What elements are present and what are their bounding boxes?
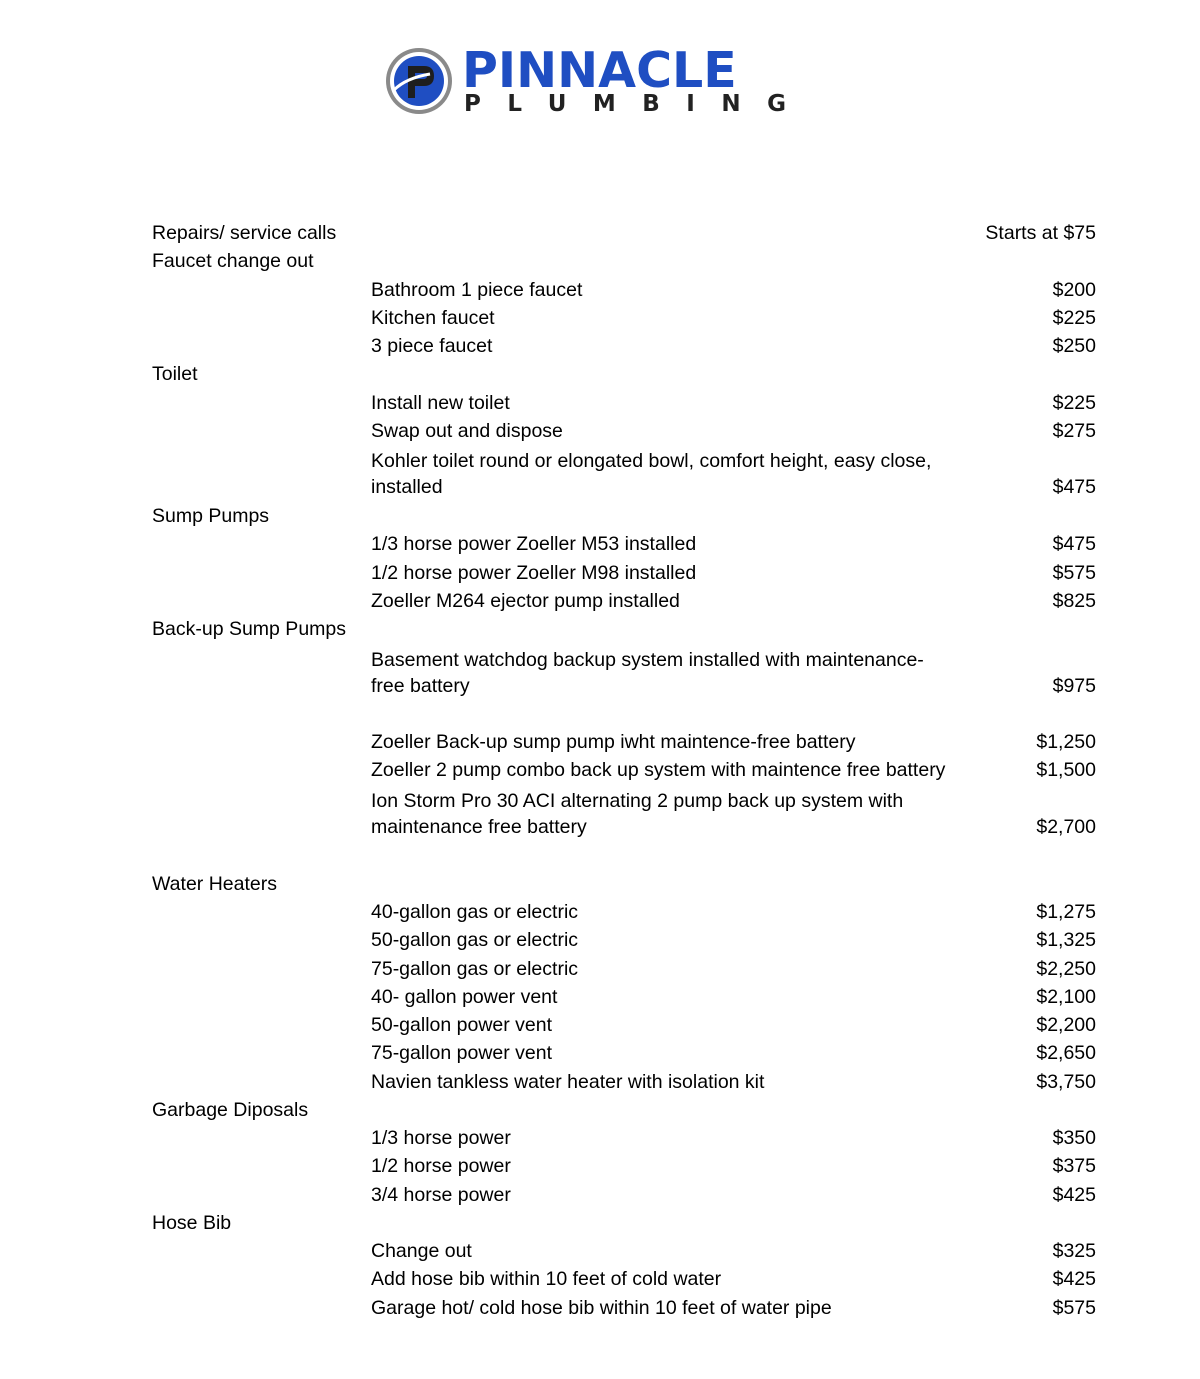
service-item: 3 piece faucet xyxy=(371,335,493,357)
price: $975 xyxy=(1052,675,1096,697)
price: $250 xyxy=(1052,335,1096,357)
price: $1,500 xyxy=(1036,759,1096,781)
section-heading: Faucet change out xyxy=(152,250,314,272)
section-heading: Hose Bib xyxy=(152,1212,232,1234)
price: $275 xyxy=(1052,420,1096,442)
service-item: Swap out and dispose xyxy=(371,420,563,442)
price: $475 xyxy=(1052,533,1096,555)
price: $825 xyxy=(1052,590,1096,612)
section-heading: Repairs/ service calls xyxy=(152,222,337,244)
service-item: Kohler toilet round or elongated bowl, comfort height, easy close, xyxy=(371,450,932,472)
price: $225 xyxy=(1052,307,1096,329)
price: $2,100 xyxy=(1036,986,1096,1008)
service-item: 75-gallon gas or electric xyxy=(371,958,579,980)
pinnacle-p-logo-icon xyxy=(384,46,454,116)
service-item: 50-gallon gas or electric xyxy=(371,929,579,951)
price: $575 xyxy=(1052,562,1096,584)
price: $3,750 xyxy=(1036,1071,1096,1093)
service-item: 40- gallon power vent xyxy=(371,986,558,1008)
section-heading: Toilet xyxy=(152,363,198,385)
service-item: Zoeller M264 ejector pump installed xyxy=(371,590,680,612)
price: Starts at $75 xyxy=(985,222,1096,244)
service-item: 50-gallon power vent xyxy=(371,1014,553,1036)
service-item: 3/4 horse power xyxy=(371,1184,511,1206)
section-heading: Back-up Sump Pumps xyxy=(152,618,347,640)
service-item: free battery xyxy=(371,675,470,697)
service-item: Navien tankless water heater with isolation kit xyxy=(371,1071,765,1093)
price: $575 xyxy=(1052,1297,1096,1319)
price: $2,200 xyxy=(1036,1014,1096,1036)
service-item: maintenance free battery xyxy=(371,816,587,838)
service-item: Ion Storm Pro 30 ACI alternating 2 pump back up system with xyxy=(371,790,904,812)
section-heading: Sump Pumps xyxy=(152,505,270,527)
service-item: 1/2 horse power Zoeller M98 installed xyxy=(371,562,697,584)
section-heading: Garbage Diposals xyxy=(152,1099,309,1121)
pinnacle-plumbing-logo xyxy=(384,42,813,120)
brand-subtitle: PLUMBING xyxy=(464,91,813,117)
service-item: Bathroom 1 piece faucet xyxy=(371,279,583,301)
service-item: Basement watchdog backup system installed with maintenance- xyxy=(371,649,924,671)
price: $375 xyxy=(1052,1155,1096,1177)
service-item: Add hose bib within 10 feet of cold water xyxy=(371,1268,722,1290)
service-item: Garage hot/ cold hose bib within 10 feet of water pipe xyxy=(371,1297,832,1319)
service-item: Zoeller Back-up sump pump iwht maintence-free battery xyxy=(371,731,856,753)
service-item: installed xyxy=(371,476,443,498)
service-item: Kitchen faucet xyxy=(371,307,495,329)
price: $325 xyxy=(1052,1240,1096,1262)
service-item: 1/3 horse power xyxy=(371,1127,511,1149)
service-item: 1/2 horse power xyxy=(371,1155,511,1177)
price: $350 xyxy=(1052,1127,1096,1149)
section-heading: Water Heaters xyxy=(152,873,277,895)
price: $1,275 xyxy=(1036,901,1096,923)
service-item: Zoeller 2 pump combo back up system with maintence free battery xyxy=(371,759,946,781)
price: $2,650 xyxy=(1036,1042,1096,1064)
brand-name: PINNACLE xyxy=(462,42,737,99)
service-item: Install new toilet xyxy=(371,392,510,414)
price: $2,250 xyxy=(1036,958,1096,980)
price: $1,250 xyxy=(1036,731,1096,753)
service-item: Change out xyxy=(371,1240,472,1262)
service-item: 1/3 horse power Zoeller M53 installed xyxy=(371,533,697,555)
price: $475 xyxy=(1052,476,1096,498)
price: $2,700 xyxy=(1036,816,1096,838)
price: $1,325 xyxy=(1036,929,1096,951)
service-item: 75-gallon power vent xyxy=(371,1042,553,1064)
price: $225 xyxy=(1052,392,1096,414)
price: $425 xyxy=(1052,1268,1096,1290)
price: $425 xyxy=(1052,1184,1096,1206)
service-item: 40-gallon gas or electric xyxy=(371,901,579,923)
price: $200 xyxy=(1052,279,1096,301)
